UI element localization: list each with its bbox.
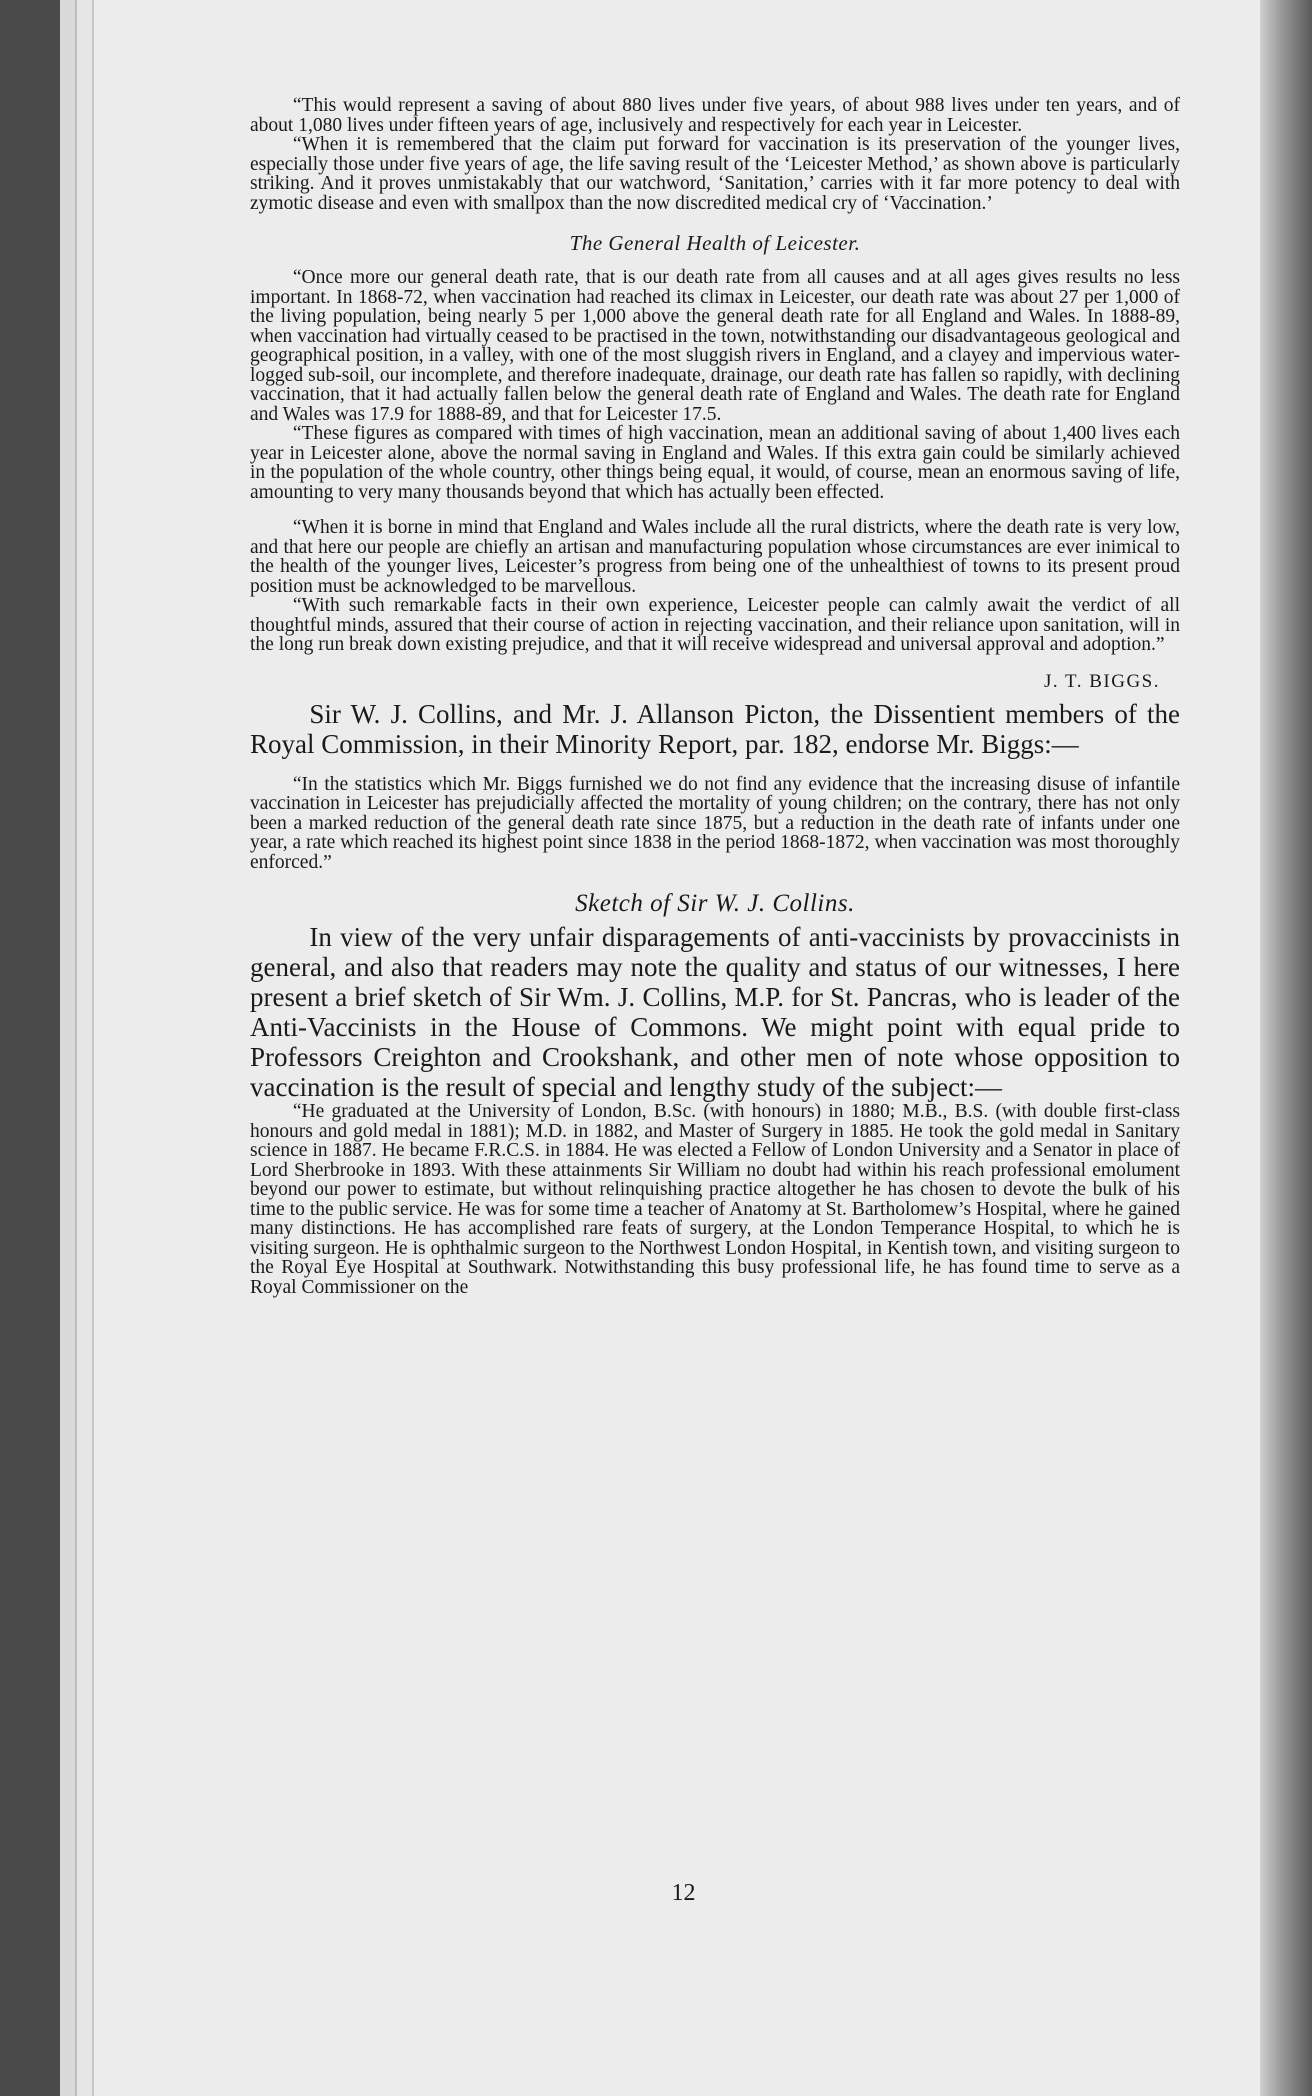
quote-paragraph: “With such remarkable facts in their own experience, Leicester people can calmly await the verdict of all thoughtful minds, assured that their course of action in rejecting vaccination, and their reliance upon sanitation, will in the long run break down existing prejudice, and that it will receive widespread and universal approval and adoption.” bbox=[250, 595, 1180, 655]
quote-paragraph: “These figures as compared with times of high vaccination, mean an additional saving of about 1,400 lives each year in Leicester alone, above the normal saving in England and Wales. If this extra gain could be similarly achieved in the population of the whole country, other things being equal, it would, of course, mean an enormous saving of life, amounting to very many thousands beyond that which has actually been effected. bbox=[250, 423, 1180, 503]
quote-paragraph: “When it is remembered that the claim put forward for vaccination is its preservation of the younger lives, especially those under five years of age, the life saving result of the ‘Leicester Method,’ as shown above is particularly striking. And it proves unmistakably that our watchword, ‘Sanitation,’ carries with it far more potency to deal with zymotic disease and even with smallpox than the now discredited medical cry of ‘Vaccination.’ bbox=[250, 134, 1180, 214]
quote-paragraph: “Once more our general death rate, that is our death rate from all causes and at all ages gives results no less important. In 1868-72, when vaccination had reached its climax in Leicester, our death rate was about 27 per 1,000 of the living population, being nearly 5 per 1,000 above the general death rate for all England and Wales. In 1888-89, when vaccination had virtually ceased to be practised in the town, notwithstanding our disadvantageous geological and geographical position, in a valley, with one of the most sluggish rivers in England, and a clayey and impervious water-logged sub-soil, our incomplete, and therefore inadequate, drainage, our death rate has fallen so rapidly, with declining vaccination, that it had actually fallen below the general death rate of England and Wales. The death rate for England and Wales was 17.9 for 1888-89, and that for Leicester 17.5. bbox=[250, 267, 1180, 425]
biography-quote: “He graduated at the University of London, B.Sc. (with honours) in 1880; M.B., B.S. (with double first-class honours and gold medal in 1881); M.D. in 1882, and Master of Surgery in 1885. He took the gold medal in Sanitary science in 1887. He became F.R.C.S. in 1884. He was elected a Fellow of London University and a Senator in place of Lord Sherbrooke in 1893. With these attainments Sir William no doubt had within his reach professional emolument beyond our power to estimate, but without relinquishing practice altogether he has chosen to devote the bulk of his time to the public service. He was for some time a teacher of Anatomy at St. Bartholomew’s Hospital, where he gained many distinctions. He has accomplished rare feats of surgery, at the London Temperance Hospital, to which he is visiting surgeon. He is ophthalmic surgeon to the Northwest London Hospital, in Kentish town, and visiting surgeon to the Royal Eye Hospital at Southwark. Notwithstanding this busy professional life, he has found time to serve as a Royal Commissioner on the bbox=[250, 1101, 1180, 1298]
body-paragraph: In view of the very unfair disparagements of anti-vaccinists by provaccinists in general, and also that readers may note the quality and status of our witnesses, I here present a brief sketch of Sir Wm. J. Collins, M.P. for St. Pancras, who is leader of the Anti-Vaccinists in the House of Commons. We might point with equal pride to Professors Creighton and Crookshank, and other men of note whose opposition to vaccination is the result of special and lengthy study of the subject:— bbox=[250, 922, 1180, 1102]
quote-paragraph: “This would represent a saving of about 880 lives under five years, of about 988 lives under ten years, and of about 1,080 lives under fifteen years of age, inclusively and respectively for each year in Leicester. bbox=[250, 95, 1180, 136]
author-signature: J. T. BIGGS. bbox=[1043, 670, 1160, 692]
minority-report-quote: “In the statistics which Mr. Biggs furnished we do not find any evidence that the increasing disuse of infantile vaccination in Leicester has prejudicially affected the mortality of young children; on the contrary, there has not only been a marked reduction of the general death rate since 1875, but a reduction in the death rate of infants under one year, a rate which reached its highest point since 1838 in the period 1868-1872, when vaccination was most thoroughly enforced.” bbox=[250, 773, 1180, 873]
section-heading-general-health: The General Health of Leicester. bbox=[569, 231, 861, 255]
page-number: 12 bbox=[671, 1880, 696, 1906]
body-paragraph: Sir W. J. Collins, and Mr. J. Allanson Picton, the Dissentient members of the Royal Commission, in their Minority Report, par. 182, endorse Mr. Biggs:— bbox=[250, 698, 1180, 759]
quote-paragraph: “When it is borne in mind that England and Wales include all the rural districts, where the death rate is very low, and that here our people are chiefly an artisan and manufacturing population whose circumstances are ever inimical to the health of the younger lives, Leicester’s progress from being one of the unhealthiest of towns to its present proud position must be acknowledged to be marvellous. bbox=[250, 517, 1180, 597]
text-column bbox=[250, 96, 1180, 1297]
page-content-area bbox=[92, 0, 1275, 2096]
section-heading-sketch: Sketch of Sir W. J. Collins. bbox=[575, 890, 855, 917]
